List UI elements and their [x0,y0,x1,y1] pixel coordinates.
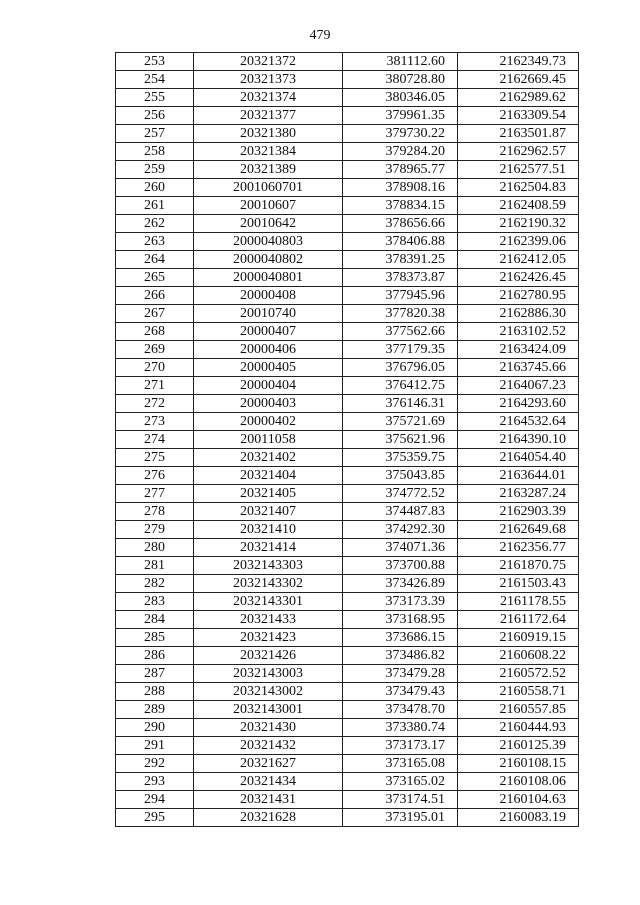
row-number-cell: 267 [116,305,194,323]
row-number-cell: 293 [116,773,194,791]
point-code-cell: 20011058 [194,431,343,449]
point-code-cell: 2032143003 [194,665,343,683]
y-coordinate-cell: 2162577.51 [458,161,579,179]
point-code-cell: 20321423 [194,629,343,647]
table-row [116,431,579,449]
x-coordinate-cell: 377562.66 [343,323,458,341]
row-number-cell: 253 [116,53,194,71]
y-coordinate-cell: 2160104.63 [458,791,579,809]
x-coordinate-cell: 379961.35 [343,107,458,125]
row-number-cell: 289 [116,701,194,719]
y-coordinate-cell: 2162886.30 [458,305,579,323]
y-coordinate-cell: 2160572.52 [458,665,579,683]
row-number-cell: 275 [116,449,194,467]
x-coordinate-cell: 373165.08 [343,755,458,773]
row-number-cell: 274 [116,431,194,449]
point-code-cell: 20321430 [194,719,343,737]
x-coordinate-cell: 373165.02 [343,773,458,791]
row-number-cell: 295 [116,809,194,827]
point-code-cell: 2032143002 [194,683,343,701]
point-code-cell: 20321374 [194,89,343,107]
x-coordinate-cell: 378406.88 [343,233,458,251]
table-row [116,233,579,251]
point-code-cell: 20000403 [194,395,343,413]
x-coordinate-cell: 375359.75 [343,449,458,467]
point-code-cell: 2001060701 [194,179,343,197]
row-number-cell: 291 [116,737,194,755]
point-code-cell: 20321380 [194,125,343,143]
row-number-cell: 258 [116,143,194,161]
x-coordinate-cell: 374487.83 [343,503,458,521]
y-coordinate-cell: 2162903.39 [458,503,579,521]
y-coordinate-cell: 2163102.52 [458,323,579,341]
point-code-cell: 20321433 [194,611,343,629]
y-coordinate-cell: 2164054.40 [458,449,579,467]
table-row [116,773,579,791]
x-coordinate-cell: 378656.66 [343,215,458,233]
point-code-cell: 20321405 [194,485,343,503]
y-coordinate-cell: 2162780.95 [458,287,579,305]
x-coordinate-cell: 375621.96 [343,431,458,449]
table-body [116,53,579,827]
y-coordinate-cell: 2162412.05 [458,251,579,269]
row-number-cell: 281 [116,557,194,575]
point-code-cell: 20321426 [194,647,343,665]
x-coordinate-cell: 379730.22 [343,125,458,143]
table-row [116,161,579,179]
y-coordinate-cell: 2160558.71 [458,683,579,701]
x-coordinate-cell: 373479.43 [343,683,458,701]
point-code-cell: 20321373 [194,71,343,89]
x-coordinate-cell: 376796.05 [343,359,458,377]
point-code-cell: 2000040803 [194,233,343,251]
point-code-cell: 20321432 [194,737,343,755]
row-number-cell: 263 [116,233,194,251]
y-coordinate-cell: 2160444.93 [458,719,579,737]
row-number-cell: 257 [116,125,194,143]
table-row [116,521,579,539]
x-coordinate-cell: 374071.36 [343,539,458,557]
x-coordinate-cell: 373380.74 [343,719,458,737]
table-row [116,575,579,593]
table-row [116,395,579,413]
x-coordinate-cell: 375043.85 [343,467,458,485]
point-code-cell: 20321389 [194,161,343,179]
table-row [116,665,579,683]
table-row [116,215,579,233]
x-coordinate-cell: 377820.38 [343,305,458,323]
x-coordinate-cell: 378391.25 [343,251,458,269]
point-code-cell: 20321402 [194,449,343,467]
point-code-cell: 20321628 [194,809,343,827]
point-code-cell: 2032143001 [194,701,343,719]
table-row [116,125,579,143]
point-code-cell: 20321431 [194,791,343,809]
x-coordinate-cell: 373479.28 [343,665,458,683]
x-coordinate-cell: 374772.52 [343,485,458,503]
row-number-cell: 265 [116,269,194,287]
row-number-cell: 270 [116,359,194,377]
row-number-cell: 268 [116,323,194,341]
y-coordinate-cell: 2161503.43 [458,575,579,593]
table-row [116,503,579,521]
point-code-cell: 20321377 [194,107,343,125]
coordinates-table [115,52,579,827]
x-coordinate-cell: 377945.96 [343,287,458,305]
row-number-cell: 283 [116,593,194,611]
point-code-cell: 20321372 [194,53,343,71]
table-row [116,467,579,485]
row-number-cell: 264 [116,251,194,269]
point-code-cell: 20321627 [194,755,343,773]
point-code-cell: 2032143303 [194,557,343,575]
point-code-cell: 20321384 [194,143,343,161]
table-row [116,251,579,269]
page-number: 479 [309,28,331,43]
y-coordinate-cell: 2162408.59 [458,197,579,215]
table-row [116,413,579,431]
table-row [116,683,579,701]
row-number-cell: 269 [116,341,194,359]
point-code-cell: 20000406 [194,341,343,359]
row-number-cell: 262 [116,215,194,233]
table-row [116,107,579,125]
point-code-cell: 20000405 [194,359,343,377]
point-code-cell: 20010740 [194,305,343,323]
y-coordinate-cell: 2161172.64 [458,611,579,629]
y-coordinate-cell: 2160919.15 [458,629,579,647]
table-row [116,89,579,107]
row-number-cell: 260 [116,179,194,197]
table-row [116,557,579,575]
table-row [116,71,579,89]
y-coordinate-cell: 2160608.22 [458,647,579,665]
point-code-cell: 20321414 [194,539,343,557]
row-number-cell: 280 [116,539,194,557]
x-coordinate-cell: 378965.77 [343,161,458,179]
x-coordinate-cell: 380728.80 [343,71,458,89]
table-row [116,359,579,377]
y-coordinate-cell: 2162962.57 [458,143,579,161]
point-code-cell: 2000040801 [194,269,343,287]
y-coordinate-cell: 2162356.77 [458,539,579,557]
row-number-cell: 285 [116,629,194,647]
row-number-cell: 271 [116,377,194,395]
x-coordinate-cell: 376412.75 [343,377,458,395]
y-coordinate-cell: 2163745.66 [458,359,579,377]
x-coordinate-cell: 373486.82 [343,647,458,665]
table-row [116,791,579,809]
table-row [116,809,579,827]
y-coordinate-cell: 2162399.06 [458,233,579,251]
y-coordinate-cell: 2164067.23 [458,377,579,395]
point-code-cell: 20010642 [194,215,343,233]
row-number-cell: 282 [116,575,194,593]
y-coordinate-cell: 2160108.15 [458,755,579,773]
x-coordinate-cell: 375721.69 [343,413,458,431]
y-coordinate-cell: 2162190.32 [458,215,579,233]
table-row [116,629,579,647]
x-coordinate-cell: 380346.05 [343,89,458,107]
table-row [116,287,579,305]
row-number-cell: 256 [116,107,194,125]
row-number-cell: 286 [116,647,194,665]
row-number-cell: 266 [116,287,194,305]
row-number-cell: 290 [116,719,194,737]
table-row [116,377,579,395]
row-number-cell: 261 [116,197,194,215]
table-row [116,449,579,467]
table-row [116,197,579,215]
point-code-cell: 20010607 [194,197,343,215]
row-number-cell: 276 [116,467,194,485]
x-coordinate-cell: 373168.95 [343,611,458,629]
x-coordinate-cell: 379284.20 [343,143,458,161]
row-number-cell: 255 [116,89,194,107]
row-number-cell: 279 [116,521,194,539]
x-coordinate-cell: 373173.17 [343,737,458,755]
row-number-cell: 294 [116,791,194,809]
x-coordinate-cell: 377179.35 [343,341,458,359]
x-coordinate-cell: 373426.89 [343,575,458,593]
y-coordinate-cell: 2162649.68 [458,521,579,539]
y-coordinate-cell: 2160557.85 [458,701,579,719]
y-coordinate-cell: 2163424.09 [458,341,579,359]
table-row [116,53,579,71]
y-coordinate-cell: 2162989.62 [458,89,579,107]
y-coordinate-cell: 2160125.39 [458,737,579,755]
point-code-cell: 2000040802 [194,251,343,269]
x-coordinate-cell: 378373.87 [343,269,458,287]
table-row [116,737,579,755]
x-coordinate-cell: 381112.60 [343,53,458,71]
point-code-cell: 20000408 [194,287,343,305]
x-coordinate-cell: 373478.70 [343,701,458,719]
row-number-cell: 254 [116,71,194,89]
row-number-cell: 292 [116,755,194,773]
x-coordinate-cell: 378834.15 [343,197,458,215]
row-number-cell: 272 [116,395,194,413]
table-row [116,143,579,161]
point-code-cell: 20321410 [194,521,343,539]
row-number-cell: 287 [116,665,194,683]
y-coordinate-cell: 2161178.55 [458,593,579,611]
x-coordinate-cell: 373195.01 [343,809,458,827]
y-coordinate-cell: 2161870.75 [458,557,579,575]
y-coordinate-cell: 2164532.64 [458,413,579,431]
y-coordinate-cell: 2162504.83 [458,179,579,197]
y-coordinate-cell: 2163287.24 [458,485,579,503]
point-code-cell: 2032143302 [194,575,343,593]
table-row [116,611,579,629]
table-row [116,179,579,197]
x-coordinate-cell: 374292.30 [343,521,458,539]
y-coordinate-cell: 2160108.06 [458,773,579,791]
row-number-cell: 284 [116,611,194,629]
table-row [116,269,579,287]
table-row [116,539,579,557]
y-coordinate-cell: 2163644.01 [458,467,579,485]
table-row [116,719,579,737]
row-number-cell: 277 [116,485,194,503]
point-code-cell: 20000404 [194,377,343,395]
y-coordinate-cell: 2160083.19 [458,809,579,827]
y-coordinate-cell: 2164390.10 [458,431,579,449]
table-row [116,755,579,773]
point-code-cell: 20321434 [194,773,343,791]
y-coordinate-cell: 2163309.54 [458,107,579,125]
table-row [116,701,579,719]
point-code-cell: 2032143301 [194,593,343,611]
point-code-cell: 20321407 [194,503,343,521]
y-coordinate-cell: 2163501.87 [458,125,579,143]
y-coordinate-cell: 2162349.73 [458,53,579,71]
table-row [116,305,579,323]
row-number-cell: 259 [116,161,194,179]
table-row [116,341,579,359]
point-code-cell: 20000402 [194,413,343,431]
point-code-cell: 20321404 [194,467,343,485]
x-coordinate-cell: 373686.15 [343,629,458,647]
x-coordinate-cell: 373174.51 [343,791,458,809]
table-row [116,485,579,503]
x-coordinate-cell: 373700.88 [343,557,458,575]
x-coordinate-cell: 378908.16 [343,179,458,197]
row-number-cell: 288 [116,683,194,701]
y-coordinate-cell: 2164293.60 [458,395,579,413]
table-row [116,593,579,611]
row-number-cell: 273 [116,413,194,431]
x-coordinate-cell: 373173.39 [343,593,458,611]
row-number-cell: 278 [116,503,194,521]
point-code-cell: 20000407 [194,323,343,341]
table-row [116,323,579,341]
table-row [116,647,579,665]
y-coordinate-cell: 2162669.45 [458,71,579,89]
x-coordinate-cell: 376146.31 [343,395,458,413]
y-coordinate-cell: 2162426.45 [458,269,579,287]
